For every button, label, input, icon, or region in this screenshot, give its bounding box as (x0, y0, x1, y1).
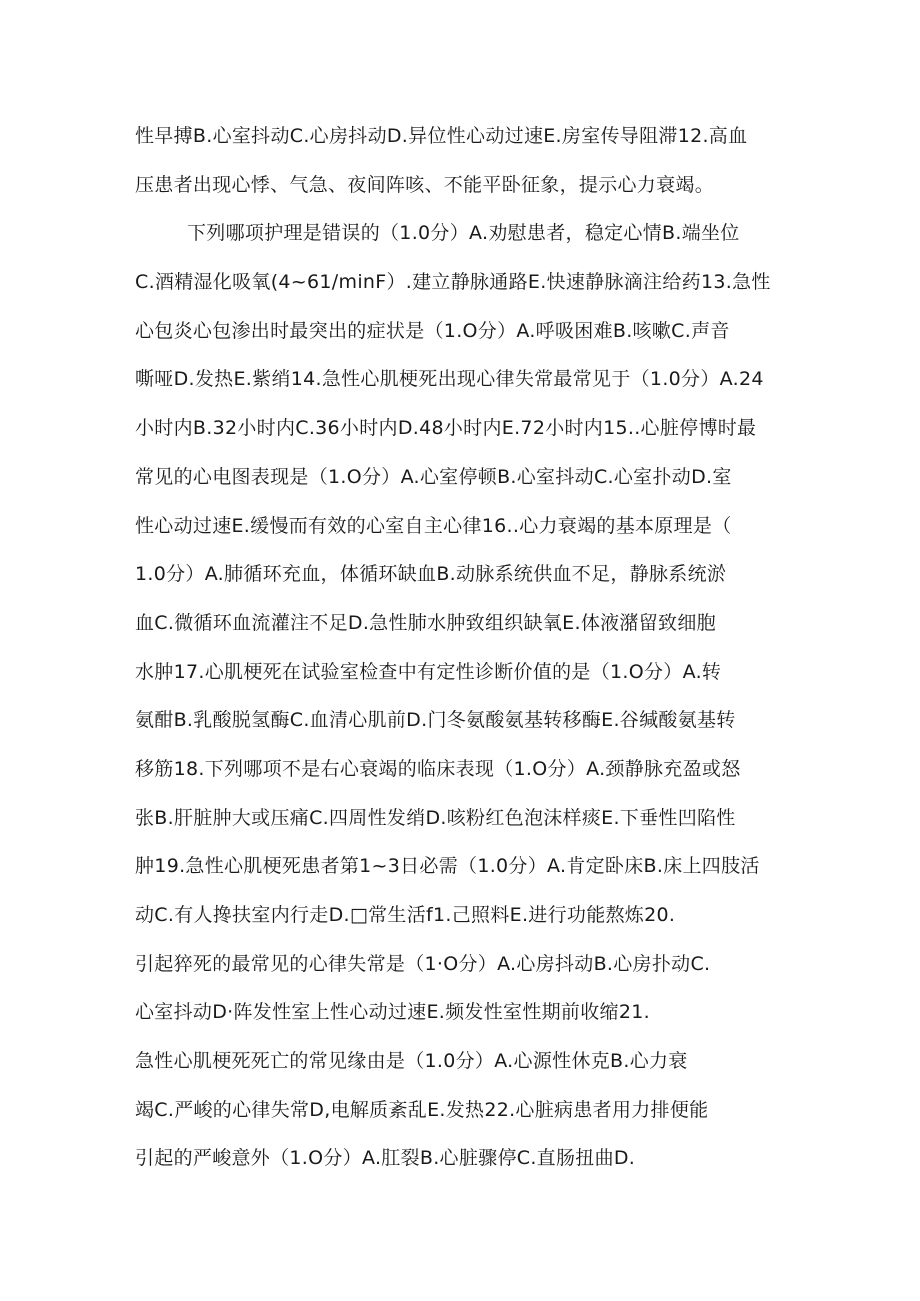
text-line: 急性心肌梗死死亡的常见缘由是（1.0分）A.心源性休克B.心力衰 (135, 1050, 688, 1073)
text-line: 水肿17.心肌梗死在试验室检查中有定性诊断价值的是（1.O分）A.转 (135, 660, 722, 683)
text-line: C.酒精湿化吸氧(4~61∕minF）.建立静脉通路E.快速静脉滴注给药13.急性 (135, 271, 771, 294)
text-line: 血C.微循环血流灌注不足D.急性肺水肿致组织缺氧E.体液潴留致细胞 (135, 611, 716, 634)
text-line: 常见的心电图表现是（1.O分）A.心室停顿B.心室抖动C.心室扑动D.室 (135, 465, 732, 488)
text-line: 性心动过速E.缓慢而有效的心室自主心律16..心力衰竭的基本原理是（ (135, 514, 732, 537)
text-line: 小时内B.32小时内C.36小时内D.48小时内E.72小时内15..心脏停博时最 (135, 417, 757, 440)
text-line: 下列哪项护理是错误的（1.0分）A.劝慰患者，稳定心情B.端坐位 (187, 222, 740, 245)
text-line: 竭C.严峻的心律失常D,电解质紊乱E.发热22.心脏病患者用力排便能 (135, 1098, 709, 1121)
text-line: 嘶哑D.发热E.紫绡14.急性心肌梗死出现心律失常最常见于（1.0分）A.24 (135, 368, 764, 391)
text-line: 张B.肝脏肿大或压痛C.四周性发绡D.咳粉红色泡沫样痰E.下垂性凹陷性 (135, 806, 736, 829)
text-line: 1.0分）A.肺循环充血，体循环缺血B.动脉系统供血不足，静脉系统淤 (135, 563, 727, 586)
text-line: 心室抖动D·阵发性室上性心动过速E.频发性室性期前收缩21. (135, 1001, 650, 1024)
text-line: 引起的严峻意外（1.O分）A.肛裂B.心脏骤停C.直肠扭曲D. (135, 1147, 636, 1170)
text-line: 移筋18.下列哪项不是右心衰竭的临床表现（1.O分）A.颈静脉充盈或怒 (135, 757, 741, 780)
text-line: 性早搏B.心室抖动C.心房抖动D.异位性心动过速E.房室传导阻滞12.高血 (135, 125, 748, 147)
text-line: 压患者出现心悸、气急、夜间阵咳、不能平卧征象，提示心力衰竭。 (135, 173, 715, 196)
text-line: 心包炎心包渗出时最突出的症状是（1.O分）A.呼吸困难B.咳嗽C.声音 (135, 319, 730, 342)
text-line: 氨酣B.乳酸脱氢酶C.血清心肌前D.门冬氨酸氨基转移酶E.谷缄酸氨基转 (135, 709, 736, 732)
text-line: 动C.有人搀扶室内行走D.□常生活f1.己照料E.进行功能熬炼20. (135, 904, 676, 926)
text-line: 引起猝死的最常见的心律失常是（1·O分）A.心房抖动B.心房扑动C. (135, 952, 711, 975)
document-body (135, 112, 795, 1183)
text-line: 肿19.急性心肌梗死患者第1~3日必需（1.0分）A.肯定卧床B.床上四肢活 (135, 855, 760, 878)
